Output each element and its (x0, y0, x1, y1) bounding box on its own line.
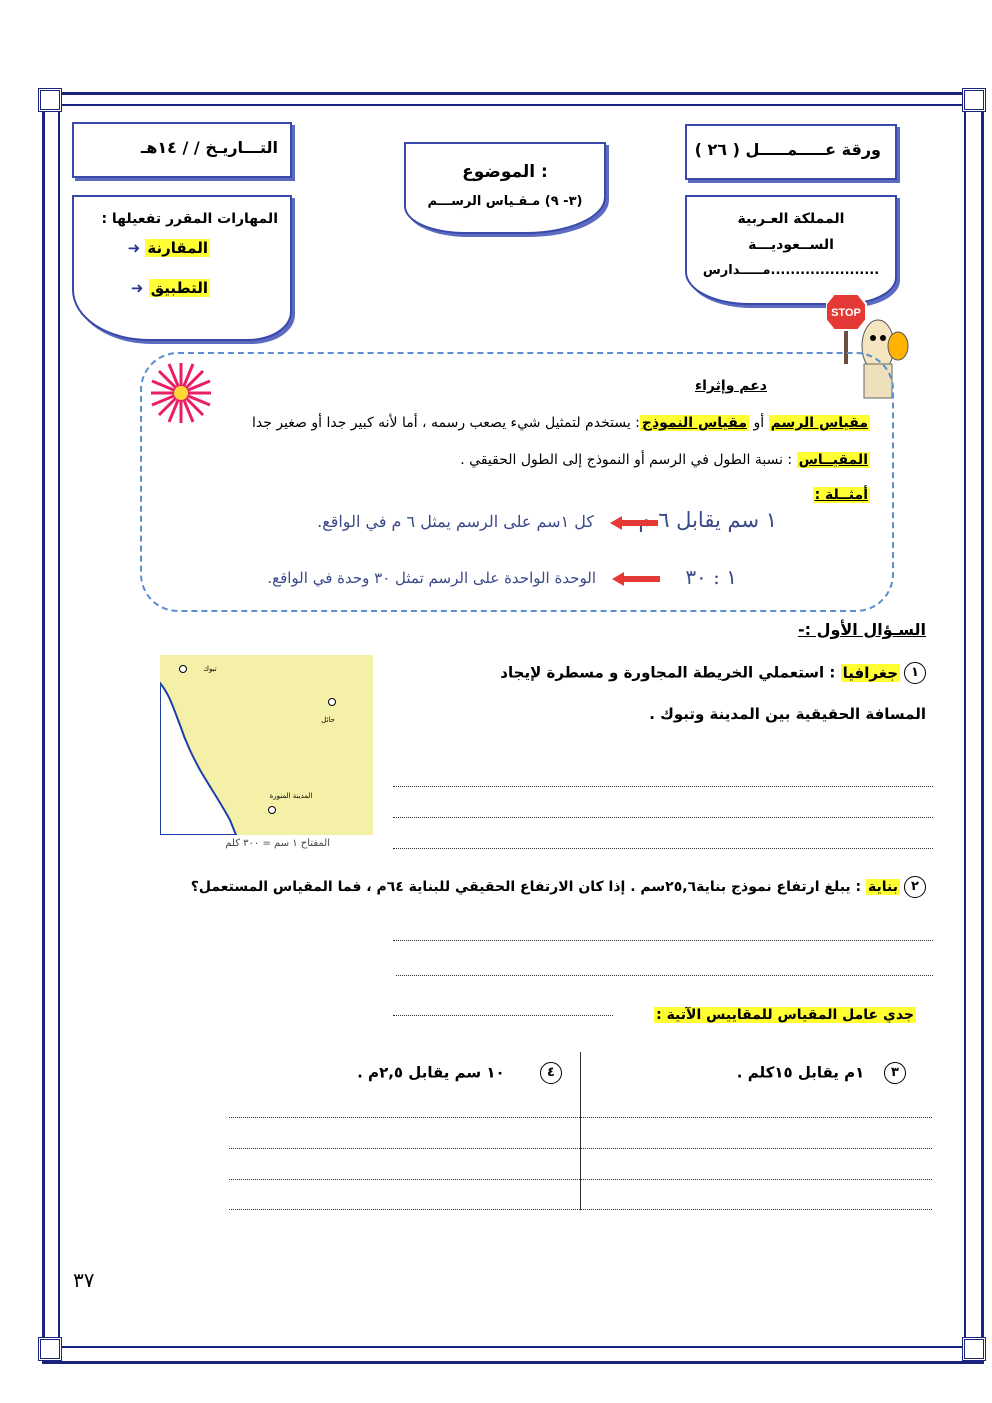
definition-ratio (170, 452, 870, 468)
answer-line[interactable] (393, 817, 933, 818)
map-label-hail: حائل (321, 716, 335, 724)
answer-line[interactable] (229, 1209, 932, 1210)
column-divider (580, 1052, 581, 1210)
question1-title: السـؤال الأول :- (797, 620, 926, 639)
item1-line2: المسافة الحقيقية بين المدينة وتبوك . (649, 705, 926, 723)
term-drawing-scale: مقياس الرسم (770, 415, 868, 431)
answer-line[interactable] (393, 848, 933, 849)
frame-corner (962, 88, 986, 112)
map-label-tabuk: تبوك (203, 665, 217, 673)
example1-right: كل ١سم على الرسم يمثل ٦ م في الواقع. (317, 512, 594, 531)
map-key: المفتاح ١ سم = ٣٠٠ كلم (225, 838, 330, 849)
topic-label: الموضوع : (462, 162, 548, 182)
skills-box (72, 195, 292, 341)
item2-tag: بناية (868, 879, 898, 895)
item4-number: ٤ (540, 1062, 562, 1084)
frame-corner (38, 88, 62, 112)
date-box (72, 122, 292, 178)
example1-left: ١ سم يقابل ٦ (658, 508, 777, 532)
frame-corner (962, 1337, 986, 1361)
answer-line[interactable] (396, 975, 933, 976)
answer-line[interactable] (229, 1179, 932, 1180)
topic-value: (٣- ٩) مـقـياس الرســـم (427, 194, 583, 209)
stop-text: STOP (831, 307, 861, 319)
item2-number: ٢ (904, 876, 926, 898)
item3-number: ٣ (884, 1062, 906, 1084)
or-text: أو (753, 415, 765, 431)
definition-ratio-text: : نسبة الطول في الرسم أو النموذج إلى الطول الحقيقي . (460, 452, 793, 468)
school-country2: الســعوديـــة (748, 237, 834, 253)
item2-text: : يبلغ ارتفاع نموذج بناية٢٥,٦سم . إذا كان الارتفاع الحقيقي للبناية ٦٤م ، فما المقياس المستعمل؟ (190, 879, 862, 895)
answer-line[interactable] (393, 786, 933, 787)
skills-title: المهارات المقرر تفعيلها : (101, 211, 278, 227)
definition-scale (170, 415, 870, 431)
example2-left: ١ : ٣٠ (685, 565, 737, 589)
term-scale: المقيــاس (798, 452, 868, 468)
answer-line[interactable] (393, 1015, 613, 1016)
page-number: ٣٧ (73, 1268, 95, 1292)
answer-line[interactable] (229, 1117, 932, 1118)
map-label-madinah: المدينة المنورة (269, 792, 313, 800)
school-country: المملكة العـربية (737, 211, 845, 227)
item1-text: : استعملي الخريطة المجاورة و مسطرة لإيجاد (500, 663, 836, 682)
school-name: مـــــدارس...................... (702, 263, 880, 278)
frame-corner (38, 1337, 62, 1361)
item1-tag: جغرافيا (842, 663, 898, 682)
item4-line (357, 1062, 562, 1084)
definition-text: : يستخدم لتمثيل شيء يصعب رسمه ، أما لأنه كبير جدا أو صغير جدا (251, 415, 640, 431)
item1-number: ١ (904, 662, 926, 684)
term-model-scale: مقياس النموذج (641, 415, 748, 431)
map-image (160, 655, 373, 835)
answer-line[interactable] (229, 1148, 932, 1149)
enrichment-title: دعم وإثراء (694, 378, 767, 394)
skill-item: التطبيق ➜ (130, 279, 208, 297)
worksheet-box (685, 124, 897, 180)
item4-text: ١٠ سم يقابل ٢,٥م . (357, 1063, 505, 1082)
item3-line (737, 1062, 906, 1084)
item3-text: ١م يقابل ١٥كلم . (736, 1063, 865, 1082)
item1-line1 (500, 662, 926, 684)
date-field: التـــاريـخ / / ١٤هـ (140, 138, 278, 157)
school-box (685, 195, 897, 305)
example2-right: الوحدة الواحدة على الرسم تمثل ٣٠ وحدة في الواقع. (267, 569, 596, 587)
topic-box (404, 142, 606, 234)
worksheet-title: ورقة عـــــمـــــل ( ٢٦ ) (694, 140, 881, 159)
arrow-left-icon (610, 516, 658, 530)
answer-line[interactable] (393, 940, 933, 941)
item2-line (106, 876, 926, 898)
examples-label: أمثــلة : (814, 487, 868, 503)
skill-item: المقارنة ➜ (127, 239, 208, 257)
find-scale-instruction: جدي عامل المقياس للمقاييس الآتية : (656, 1007, 914, 1023)
arrow-left-icon (612, 572, 660, 586)
